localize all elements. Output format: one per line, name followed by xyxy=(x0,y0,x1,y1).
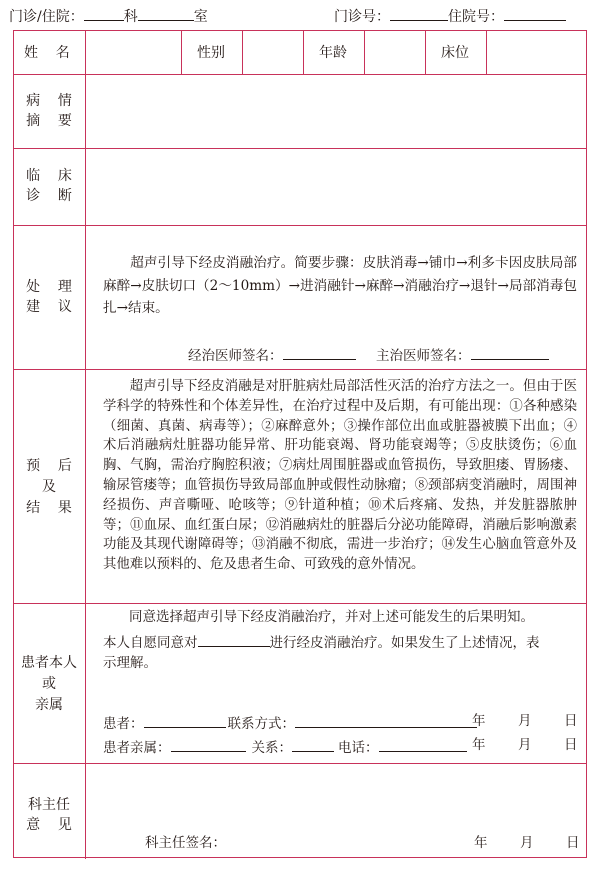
patient-signature-row xyxy=(103,715,477,732)
gender-label: 性别 xyxy=(197,45,225,61)
consent-line-2-a: 本人自愿同意对 xyxy=(103,635,198,651)
consent-line-2 xyxy=(103,634,540,651)
prognosis-label-line: 及 xyxy=(42,479,56,495)
treatment-text xyxy=(103,252,577,320)
director-date-day: 日 xyxy=(566,835,580,851)
bed-field[interactable] xyxy=(487,31,587,74)
treatment-label-line: 处 理 xyxy=(26,279,72,295)
treatment-label-line: 建 议 xyxy=(26,299,72,315)
director-label-line: 科主任 xyxy=(28,797,70,813)
chief-signature xyxy=(376,347,549,364)
relative-signature-row xyxy=(103,739,467,756)
consent-line-2-b: 进行经皮消融治疗。如果发生了上述情况，表 xyxy=(269,635,540,651)
cell-divider xyxy=(425,31,426,74)
relative-date-year: 年 xyxy=(472,737,486,753)
patient-date-day: 日 xyxy=(564,713,578,729)
patient-date-month: 月 xyxy=(518,713,532,729)
relative-date-month: 月 xyxy=(518,737,532,753)
director-sig-label: 科主任签名： xyxy=(145,835,226,851)
patient-label-line: 亲属 xyxy=(35,697,63,713)
chief-sig-blank[interactable] xyxy=(471,347,549,360)
summary-label xyxy=(14,91,84,131)
diagnosis-label xyxy=(14,166,84,206)
dept-shi: 室 xyxy=(193,9,208,25)
gender-field[interactable] xyxy=(243,31,303,74)
age-label: 年龄 xyxy=(319,45,347,61)
name-field[interactable] xyxy=(86,31,181,74)
row-divider xyxy=(14,369,586,370)
prognosis-text xyxy=(103,377,577,575)
relation-label: 关系： xyxy=(251,740,292,756)
treatment-label xyxy=(14,277,84,317)
consent-line-3: 示理解。 xyxy=(103,655,157,671)
attending-sig-blank[interactable] xyxy=(283,347,356,360)
cell-divider xyxy=(181,31,182,74)
patient-sig-label: 患者： xyxy=(103,716,144,732)
diagnosis-label-line: 诊 断 xyxy=(26,188,72,204)
phone-blank[interactable] xyxy=(379,739,467,752)
cell-divider xyxy=(303,31,304,74)
dept-blank[interactable] xyxy=(84,8,124,21)
inpatient-no-blank[interactable] xyxy=(504,8,566,21)
consent-line-1: 同意选择超声引导下经皮消融治疗，并对上述可能发生的后果明知。 xyxy=(129,609,534,625)
age-field[interactable] xyxy=(365,31,425,74)
attending-sig-label: 经治医师签名： xyxy=(188,348,283,364)
outpatient-no-blank[interactable] xyxy=(390,8,448,21)
attending-signature xyxy=(188,347,356,364)
consent-treatment-blank[interactable] xyxy=(198,634,270,647)
patient-date-year: 年 xyxy=(472,713,486,729)
chief-sig-label: 主治医师签名： xyxy=(376,348,471,364)
bed-label: 床位 xyxy=(441,45,469,61)
relative-sig-label: 患者亲属： xyxy=(103,740,171,756)
summary-label-line: 病 情 xyxy=(26,93,72,109)
director-label xyxy=(14,795,84,835)
director-date-year: 年 xyxy=(474,835,488,851)
relative-sig-blank[interactable] xyxy=(171,739,246,752)
prognosis-label-line: 预 后 xyxy=(26,458,72,474)
treatment-paragraph: 超声引导下经皮消融治疗。简要步骤：皮肤消毒→铺巾→利多卡因皮肤局部麻醉→皮肤切口（2～10mm）→进消融针→麻醉→消融治疗→退针→局部消毒包扎→结束。 xyxy=(103,255,577,316)
prognosis-paragraph: 超声引导下经皮消融是对肝脏病灶局部活性灭活的治疗方法之一。但由于医学科学的特殊性和个体差异性，在治疗过程中及后期，有可能出现：①各种感染（细菌、真菌、病毒等）；②麻醉意外；③操作部位出血或脏器被膜下出血；④术后消融病灶脏器功能异常、肝功能衰竭、肾功能衰竭等；⑤皮肤烫伤；⑥血胸、气胸，需治疗胸腔积液；⑦病灶周围脏器或血管损伤，导致胆瘘、胃肠瘘、输尿管瘘等；血管损伤导致局部血肿或假性动脉瘤；⑧颈部病变消融时，周围神经损伤、声音嘶哑、呛咳等；⑨针道种植；⑩术后疼痛、发热，并发脏器脓肿等；⑪血尿、血红蛋白尿；⑫消融病灶的脏器后分泌功能障碍，消融后影响激素功能及其现代谢障碍等；⑬消融不彻底，需进一步治疗；⑭发生心脑血管意外及其他难以预料的、危及患者生命、可致残的意外情况。 xyxy=(103,379,577,573)
diagnosis-label-line: 临 床 xyxy=(26,168,72,184)
row-divider xyxy=(14,603,586,604)
director-label-line: 意 见 xyxy=(26,817,72,833)
name-label: 姓 名 xyxy=(24,45,70,61)
dept-line xyxy=(9,8,208,24)
row-divider xyxy=(14,225,586,226)
inpatient-no-label: 住院号： xyxy=(448,9,504,25)
summary-field[interactable] xyxy=(86,75,587,148)
relative-date-day: 日 xyxy=(564,737,578,753)
dept-ke: 科 xyxy=(123,9,138,25)
outpatient-no-label: 门诊号： xyxy=(334,9,390,25)
diagnosis-field[interactable] xyxy=(86,149,587,225)
consent-form-table xyxy=(13,30,587,858)
director-date-month: 月 xyxy=(520,835,534,851)
prognosis-label-line: 结 果 xyxy=(26,500,72,516)
director-opinion-field[interactable] xyxy=(86,764,587,834)
relation-blank[interactable] xyxy=(292,739,334,752)
number-line xyxy=(334,8,566,24)
patient-label xyxy=(14,653,84,716)
dept-prefix: 门诊/住院： xyxy=(9,9,84,25)
contact-blank[interactable] xyxy=(295,715,477,728)
contact-label: 联系方式： xyxy=(227,716,295,732)
patient-label-line: 或 xyxy=(42,676,56,692)
phone-label: 电话： xyxy=(338,740,379,756)
patient-label-line: 患者本人 xyxy=(21,655,77,671)
patient-sig-blank[interactable] xyxy=(144,715,226,728)
prognosis-label xyxy=(14,456,84,519)
room-blank[interactable] xyxy=(138,8,194,21)
summary-label-line: 摘 要 xyxy=(26,113,72,129)
